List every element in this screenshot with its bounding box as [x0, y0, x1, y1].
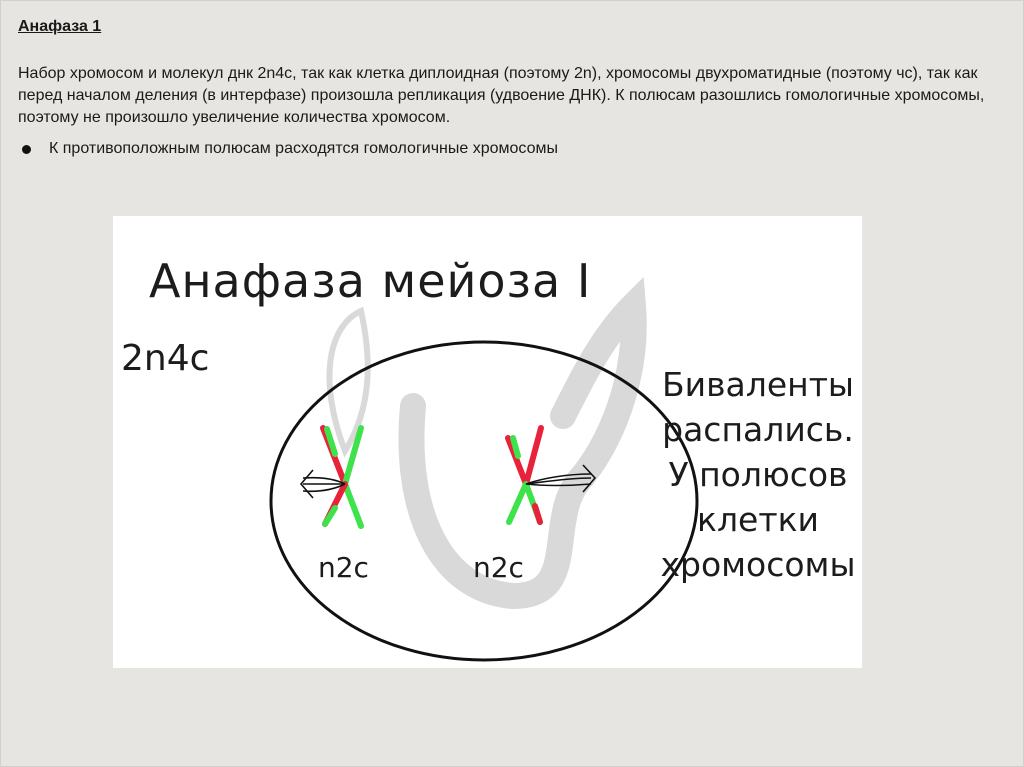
caption-line: У полюсов: [668, 455, 848, 494]
slide-paragraph: Набор хромосом и молекул днк 2n4c, так как клетка диплоидная (поэтому 2n), хромосомы двухроматидные (поэтому чс), так как перед началом деления (в интерфазе) произошла репликация (удвоение ДНК). К полюсам разошлись гомологичные хромосомы, поэтому не произошло увеличение количества хромосом.: [18, 65, 985, 126]
caption-line: Биваленты: [661, 365, 854, 404]
bullet-dot-icon: [22, 145, 31, 154]
bullet-item: [18, 138, 558, 160]
right-chromosome-label: n2c: [473, 551, 524, 584]
figure-heading: Анафаза мейоза I: [149, 254, 592, 308]
figure-caption: [643, 362, 873, 587]
chromosome-formula: 2n4c: [121, 338, 210, 379]
caption-line: клетки: [697, 500, 819, 539]
bullet-text: К противоположным полюсам расходятся гомологичные хромосомы: [49, 140, 559, 157]
caption-line: распались.: [662, 410, 854, 449]
caption-line: хромосомы: [660, 545, 856, 584]
chromosome-right: [508, 428, 541, 522]
left-chromosome-label: n2c: [318, 551, 369, 584]
slide-title: Анафаза 1: [18, 18, 102, 35]
meiosis-figure: [113, 216, 862, 668]
